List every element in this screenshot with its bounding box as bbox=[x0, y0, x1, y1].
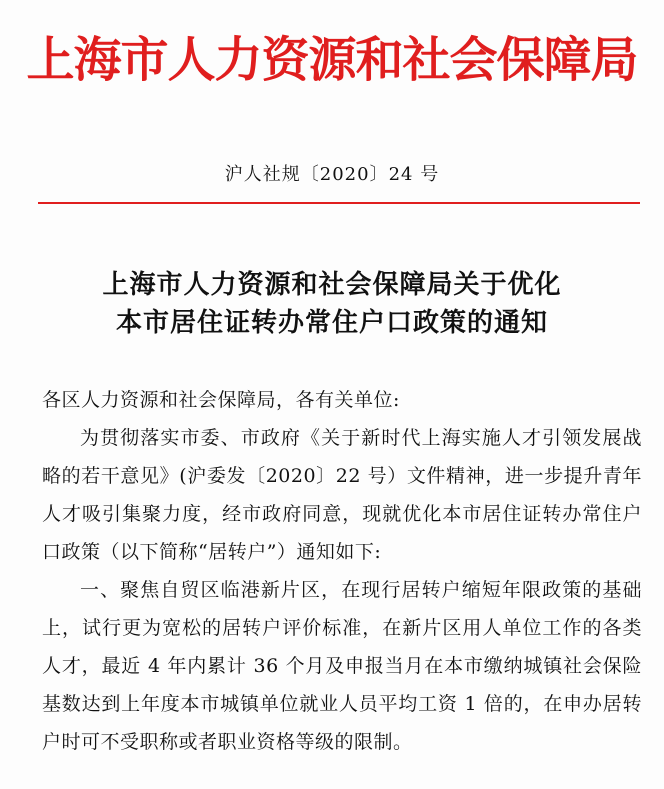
title-line-1: 上海市人力资源和社会保障局关于优化 bbox=[102, 270, 562, 300]
issuing-agency-header: 上海市人力资源和社会保障局 bbox=[26, 32, 638, 88]
document-title bbox=[0, 266, 664, 342]
document-number: 沪人社规〔2020〕24 号 bbox=[224, 164, 440, 185]
red-divider-line bbox=[38, 202, 640, 204]
paragraph-preamble: 为贯彻落实市委、市政府《关于新时代上海实施人才引领发展战略的若干意见》(沪委发〔2020〕22 号）文件精神，进一步提升青年人才吸引集聚力度，经市政府同意，现就优化本市居住证转办常住户口政策（以下简称“居转户”）通知如下: bbox=[42, 427, 642, 563]
salutation: 各区人力资源和社会保障局，各有关单位: bbox=[42, 389, 400, 411]
paragraph-article-1: 一、聚焦自贸区临港新片区，在现行居转户缩短年限政策的基础上，试行更为宽松的居转户评价标准，在新片区用人单位工作的各类人才，最近 4 年内累计 36 个月及申报当月在本市缴纳城镇社会保险基数达到上年度本市城镇单位就业人员平均工资 1 倍的，在申办居转户时可不受职称或者职业资格等级的限制。 bbox=[42, 579, 642, 753]
document-body bbox=[42, 381, 642, 761]
title-line-2: 本市居住证转办常住户口政策的通知 bbox=[115, 308, 548, 338]
